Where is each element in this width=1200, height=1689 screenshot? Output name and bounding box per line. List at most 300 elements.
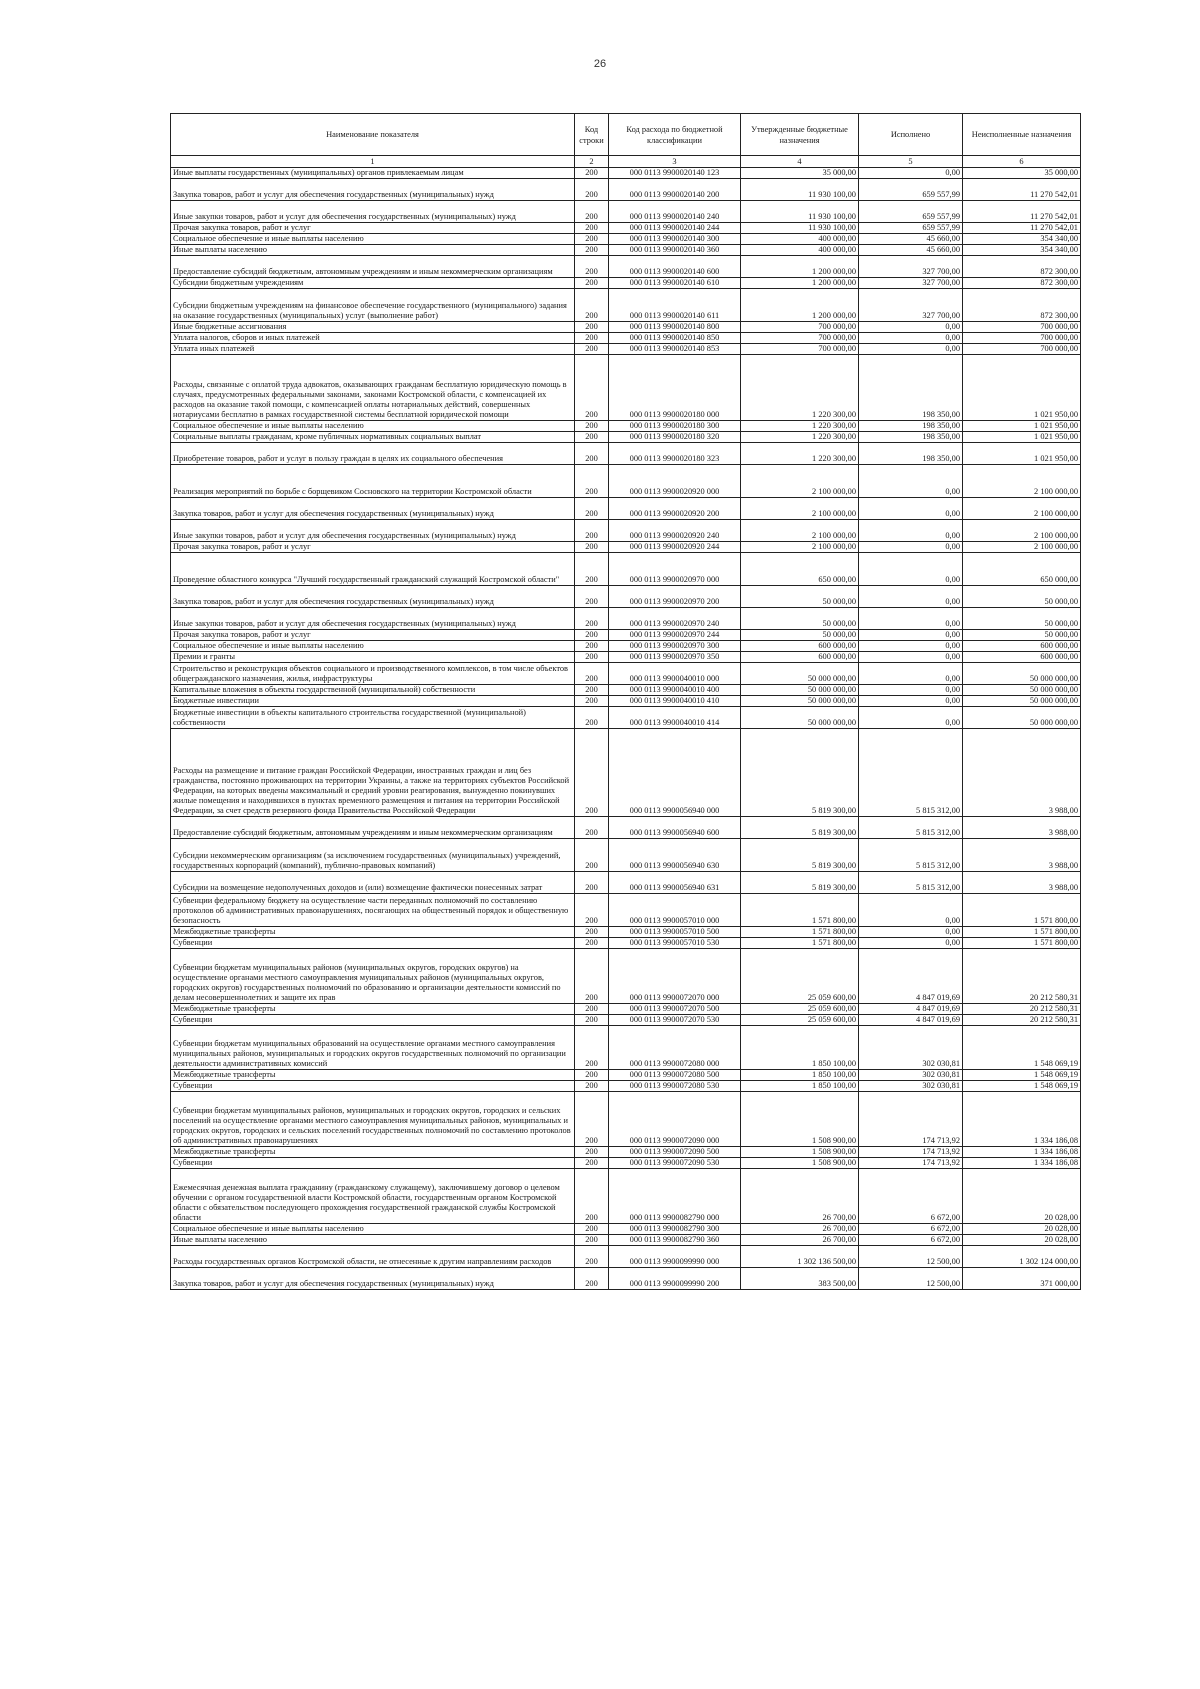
- row-unexecuted: 1 334 186,08: [963, 1147, 1081, 1158]
- table-row: [171, 344, 1081, 355]
- table-row: [171, 520, 1081, 542]
- row-name: Предоставление субсидий бюджетным, автономным учреждениям и иным некоммерческим организациям: [171, 256, 575, 278]
- row-classification-code: 000 0113 9900020140 244: [609, 223, 741, 234]
- table-row: [171, 894, 1081, 927]
- row-name: Субвенции: [171, 1081, 575, 1092]
- header-row: [171, 114, 1081, 156]
- row-name: Социальное обеспечение и иные выплаты населению: [171, 1224, 575, 1235]
- row-name: Социальное обеспечение и иные выплаты населению: [171, 421, 575, 432]
- table-row: [171, 630, 1081, 641]
- table-row: [171, 949, 1081, 1004]
- row-unexecuted: 50 000 000,00: [963, 707, 1081, 729]
- row-line-code: 200: [575, 630, 609, 641]
- row-executed: 198 350,00: [859, 432, 963, 443]
- row-line-code: 200: [575, 685, 609, 696]
- row-executed: 659 557,99: [859, 179, 963, 201]
- row-unexecuted: 1 021 950,00: [963, 432, 1081, 443]
- row-classification-code: 000 0113 9900057010 500: [609, 927, 741, 938]
- row-unexecuted: 1 334 186,08: [963, 1158, 1081, 1169]
- row-name: Иные выплаты населению: [171, 1235, 575, 1246]
- row-unexecuted: 11 270 542,01: [963, 223, 1081, 234]
- row-line-code: 200: [575, 1070, 609, 1081]
- table-row: [171, 872, 1081, 894]
- row-executed: 0,00: [859, 498, 963, 520]
- row-executed: 0,00: [859, 707, 963, 729]
- row-name: Расходы на размещение и питание граждан Российской Федерации, иностранных граждан и лиц без гражданства, постоянно проживающих на территории Украины, а также на территориях субъектов Российской Федерации, на которых введены максимальный и средний уровни реагирования, вынужденно покинувших жилые помещения и находившихся в пунктах временного размещения и питания на территории Российской Федерации, за счет средств резервного фонда Правительства Российской Федерации: [171, 729, 575, 817]
- row-unexecuted: 3 988,00: [963, 872, 1081, 894]
- row-name: Проведение областного конкурса "Лучший государственный гражданский служащий Костромской области": [171, 553, 575, 586]
- row-classification-code: 000 0113 9900020140 360: [609, 245, 741, 256]
- row-classification-code: 000 0113 9900020920 000: [609, 465, 741, 498]
- row-classification-code: 000 0113 9900020140 853: [609, 344, 741, 355]
- row-executed: 6 672,00: [859, 1169, 963, 1224]
- row-approved: 50 000 000,00: [741, 696, 859, 707]
- row-classification-code: 000 0113 9900020180 000: [609, 355, 741, 421]
- row-classification-code: 000 0113 9900040010 000: [609, 663, 741, 685]
- row-approved: 5 819 300,00: [741, 839, 859, 872]
- row-executed: 302 030,81: [859, 1070, 963, 1081]
- row-executed: 174 713,92: [859, 1092, 963, 1147]
- row-line-code: 200: [575, 289, 609, 322]
- row-line-code: 200: [575, 333, 609, 344]
- row-name: Иные бюджетные ассигнования: [171, 322, 575, 333]
- row-name: Субвенции бюджетам муниципальных районов (муниципальных округов, городских округов) на осуществление органами местного самоуправления муниципальных районов (муниципальных округов, городских округов) государственных полномочий по образованию и организации деятельности комиссий по делам несовершеннолетних и защите их прав: [171, 949, 575, 1004]
- row-unexecuted: 2 100 000,00: [963, 520, 1081, 542]
- row-classification-code: 000 0113 9900057010 000: [609, 894, 741, 927]
- row-classification-code: 000 0113 9900072090 000: [609, 1092, 741, 1147]
- row-name: Иные выплаты населению: [171, 245, 575, 256]
- row-unexecuted: 1 021 950,00: [963, 421, 1081, 432]
- table-row: [171, 179, 1081, 201]
- row-line-code: 200: [575, 641, 609, 652]
- table-row: [171, 1070, 1081, 1081]
- row-name: Иные закупки товаров, работ и услуг для обеспечения государственных (муниципальных) нужд: [171, 608, 575, 630]
- row-executed: 5 815 312,00: [859, 872, 963, 894]
- row-classification-code: 000 0113 9900020140 610: [609, 278, 741, 289]
- row-approved: 600 000,00: [741, 652, 859, 663]
- row-classification-code: 000 0113 9900020970 200: [609, 586, 741, 608]
- column-number-row: [171, 156, 1081, 168]
- row-approved: 1 571 800,00: [741, 894, 859, 927]
- row-unexecuted: 50 000 000,00: [963, 696, 1081, 707]
- row-approved: 1 508 900,00: [741, 1158, 859, 1169]
- row-unexecuted: 1 548 069,19: [963, 1081, 1081, 1092]
- row-executed: 5 815 312,00: [859, 839, 963, 872]
- row-name: Субвенции бюджетам муниципальных районов, муниципальных и городских округов, городских и сельских поселений на осуществление органами местного самоуправления муниципальных районов, муниципальных и городских округов, городских и сельских поселений государственных полномочий по составлению протоколов об административных правонарушениях: [171, 1092, 575, 1147]
- header-classification-code: Код расхода по бюджетной классификации: [609, 114, 741, 156]
- row-approved: 25 059 600,00: [741, 1004, 859, 1015]
- row-classification-code: 000 0113 9900020970 350: [609, 652, 741, 663]
- row-line-code: 200: [575, 256, 609, 278]
- row-line-code: 200: [575, 729, 609, 817]
- row-approved: 2 100 000,00: [741, 498, 859, 520]
- table-row: [171, 685, 1081, 696]
- row-line-code: 200: [575, 663, 609, 685]
- row-unexecuted: 20 212 580,31: [963, 1015, 1081, 1026]
- row-line-code: 200: [575, 894, 609, 927]
- row-executed: 4 847 019,69: [859, 949, 963, 1004]
- row-executed: 0,00: [859, 630, 963, 641]
- row-unexecuted: 600 000,00: [963, 641, 1081, 652]
- row-classification-code: 000 0113 9900072080 000: [609, 1026, 741, 1070]
- row-approved: 700 000,00: [741, 333, 859, 344]
- row-executed: 4 847 019,69: [859, 1015, 963, 1026]
- row-name: Субсидии бюджетным учреждениям: [171, 278, 575, 289]
- row-approved: 50 000,00: [741, 608, 859, 630]
- row-unexecuted: 1 548 069,19: [963, 1070, 1081, 1081]
- row-approved: 26 700,00: [741, 1169, 859, 1224]
- row-line-code: 200: [575, 223, 609, 234]
- row-approved: 1 200 000,00: [741, 256, 859, 278]
- row-executed: 0,00: [859, 344, 963, 355]
- row-executed: 198 350,00: [859, 355, 963, 421]
- row-executed: 0,00: [859, 333, 963, 344]
- row-line-code: 200: [575, 696, 609, 707]
- column-number: 6: [963, 156, 1081, 168]
- row-unexecuted: 3 988,00: [963, 729, 1081, 817]
- row-name: Закупка товаров, работ и услуг для обеспечения государственных (муниципальных) нужд: [171, 498, 575, 520]
- row-executed: 327 700,00: [859, 256, 963, 278]
- row-unexecuted: 1 548 069,19: [963, 1026, 1081, 1070]
- row-classification-code: 000 0113 9900072090 530: [609, 1158, 741, 1169]
- table-row: [171, 333, 1081, 344]
- row-classification-code: 000 0113 9900020970 244: [609, 630, 741, 641]
- table-row: [171, 245, 1081, 256]
- row-name: Субвенции федеральному бюджету на осуществление части переданных полномочий по составлению протоколов об административных правонарушениях, посягающих на общественный порядок и общественную безопасность: [171, 894, 575, 927]
- row-unexecuted: 872 300,00: [963, 278, 1081, 289]
- table-row: [171, 421, 1081, 432]
- row-line-code: 200: [575, 498, 609, 520]
- row-executed: 0,00: [859, 663, 963, 685]
- row-line-code: 200: [575, 1235, 609, 1246]
- row-approved: 5 819 300,00: [741, 729, 859, 817]
- row-approved: 1 850 100,00: [741, 1081, 859, 1092]
- row-line-code: 200: [575, 1092, 609, 1147]
- row-line-code: 200: [575, 278, 609, 289]
- row-name: Субвенции: [171, 1015, 575, 1026]
- row-executed: 6 672,00: [859, 1224, 963, 1235]
- row-executed: 0,00: [859, 322, 963, 333]
- row-line-code: 200: [575, 344, 609, 355]
- row-executed: 0,00: [859, 542, 963, 553]
- row-line-code: 200: [575, 245, 609, 256]
- column-number: 2: [575, 156, 609, 168]
- row-classification-code: 000 0113 9900020180 320: [609, 432, 741, 443]
- row-approved: 25 059 600,00: [741, 949, 859, 1004]
- row-executed: 0,00: [859, 520, 963, 542]
- table-row: [171, 817, 1081, 839]
- row-line-code: 200: [575, 1004, 609, 1015]
- row-unexecuted: 1 571 800,00: [963, 938, 1081, 949]
- row-executed: 0,00: [859, 465, 963, 498]
- row-line-code: 200: [575, 443, 609, 465]
- row-approved: 1 200 000,00: [741, 278, 859, 289]
- row-approved: 600 000,00: [741, 641, 859, 652]
- row-unexecuted: 20 028,00: [963, 1224, 1081, 1235]
- row-executed: 0,00: [859, 641, 963, 652]
- row-executed: 6 672,00: [859, 1235, 963, 1246]
- row-unexecuted: 2 100 000,00: [963, 542, 1081, 553]
- row-classification-code: 000 0113 9900020920 240: [609, 520, 741, 542]
- row-classification-code: 000 0113 9900082790 000: [609, 1169, 741, 1224]
- row-line-code: 200: [575, 1158, 609, 1169]
- table-row: [171, 652, 1081, 663]
- row-approved: 1 508 900,00: [741, 1092, 859, 1147]
- row-unexecuted: 354 340,00: [963, 245, 1081, 256]
- row-unexecuted: 3 988,00: [963, 817, 1081, 839]
- row-classification-code: 000 0113 9900020180 300: [609, 421, 741, 432]
- column-number: 4: [741, 156, 859, 168]
- row-executed: 4 847 019,69: [859, 1004, 963, 1015]
- row-line-code: 200: [575, 355, 609, 421]
- row-approved: 1 508 900,00: [741, 1147, 859, 1158]
- table-row: [171, 256, 1081, 278]
- row-classification-code: 000 0113 9900072090 500: [609, 1147, 741, 1158]
- column-number: 5: [859, 156, 963, 168]
- row-name: Ежемесячная денежная выплата гражданину (гражданскому служащему), заключившему договор о целевом обучении с органом государственной власти Костромской области, государственным органом Костромской области с обязательством последующего прохождения государственной гражданской службы Костромской области: [171, 1169, 575, 1224]
- row-executed: 0,00: [859, 586, 963, 608]
- table-row: [171, 542, 1081, 553]
- row-unexecuted: 1 021 950,00: [963, 355, 1081, 421]
- row-executed: 5 815 312,00: [859, 817, 963, 839]
- row-classification-code: 000 0113 9900020140 200: [609, 179, 741, 201]
- row-unexecuted: 11 270 542,01: [963, 179, 1081, 201]
- row-executed: 327 700,00: [859, 289, 963, 322]
- row-name: Расходы государственных органов Костромской области, не отнесенные к другим направлениям расходов: [171, 1246, 575, 1268]
- row-name: Иные выплаты государственных (муниципальных) органов привлекаемым лицам: [171, 168, 575, 179]
- row-name: Уплата иных платежей: [171, 344, 575, 355]
- table-row: [171, 663, 1081, 685]
- row-executed: 198 350,00: [859, 421, 963, 432]
- row-approved: 383 500,00: [741, 1268, 859, 1290]
- row-approved: 1 220 300,00: [741, 355, 859, 421]
- page-number: 26: [593, 58, 607, 70]
- row-name: Бюджетные инвестиции: [171, 696, 575, 707]
- row-executed: 327 700,00: [859, 278, 963, 289]
- table-row: [171, 1235, 1081, 1246]
- row-approved: 50 000 000,00: [741, 685, 859, 696]
- row-line-code: 200: [575, 1026, 609, 1070]
- row-unexecuted: 2 100 000,00: [963, 498, 1081, 520]
- row-approved: 26 700,00: [741, 1224, 859, 1235]
- row-name: Иные закупки товаров, работ и услуг для обеспечения государственных (муниципальных) нужд: [171, 520, 575, 542]
- row-name: Реализация мероприятий по борьбе с борщевиком Сосновского на территории Костромской области: [171, 465, 575, 498]
- row-line-code: 200: [575, 949, 609, 1004]
- table-row: [171, 201, 1081, 223]
- row-approved: 1 850 100,00: [741, 1026, 859, 1070]
- row-executed: 0,00: [859, 696, 963, 707]
- table-body: [171, 168, 1081, 1290]
- table-row: [171, 696, 1081, 707]
- row-classification-code: 000 0113 9900072080 530: [609, 1081, 741, 1092]
- table-row: [171, 927, 1081, 938]
- row-unexecuted: 1 571 800,00: [963, 894, 1081, 927]
- row-line-code: 200: [575, 817, 609, 839]
- row-classification-code: 000 0113 9900020970 000: [609, 553, 741, 586]
- row-name: Социальное обеспечение и иные выплаты населению: [171, 234, 575, 245]
- table-row: [171, 839, 1081, 872]
- row-unexecuted: 600 000,00: [963, 652, 1081, 663]
- row-classification-code: 000 0113 9900020140 850: [609, 333, 741, 344]
- row-name: Предоставление субсидий бюджетным, автономным учреждениям и иным некоммерческим организациям: [171, 817, 575, 839]
- table-row: [171, 465, 1081, 498]
- row-classification-code: 000 0113 9900020140 240: [609, 201, 741, 223]
- row-executed: 0,00: [859, 652, 963, 663]
- row-executed: 12 500,00: [859, 1246, 963, 1268]
- row-line-code: 200: [575, 1169, 609, 1224]
- row-executed: 0,00: [859, 553, 963, 586]
- row-approved: 700 000,00: [741, 344, 859, 355]
- row-name: Расходы, связанные с оплатой труда адвокатов, оказывающих гражданам бесплатную юридическую помощь в случаях, предусмотренных федеральными законами, законами Костромской области, с компенсацией их расходов на оказание такой помощи, с компенсацией оплаты нотариальных действий, совершенных нотариусами бесплатно в рамках государственной системы бесплатной юридической помощи: [171, 355, 575, 421]
- row-name: Прочая закупка товаров, работ и услуг: [171, 630, 575, 641]
- row-unexecuted: 20 028,00: [963, 1235, 1081, 1246]
- row-executed: 0,00: [859, 927, 963, 938]
- row-unexecuted: 700 000,00: [963, 344, 1081, 355]
- row-line-code: 200: [575, 201, 609, 223]
- row-line-code: 200: [575, 1081, 609, 1092]
- row-name: Закупка товаров, работ и услуг для обеспечения государственных (муниципальных) нужд: [171, 179, 575, 201]
- row-unexecuted: 1 571 800,00: [963, 927, 1081, 938]
- row-classification-code: 000 0113 9900040010 414: [609, 707, 741, 729]
- table-row: [171, 278, 1081, 289]
- row-executed: 12 500,00: [859, 1268, 963, 1290]
- row-classification-code: 000 0113 9900072070 500: [609, 1004, 741, 1015]
- table-row: [171, 322, 1081, 333]
- row-approved: 700 000,00: [741, 322, 859, 333]
- row-unexecuted: 1 334 186,08: [963, 1092, 1081, 1147]
- row-approved: 50 000,00: [741, 630, 859, 641]
- row-executed: 0,00: [859, 938, 963, 949]
- row-executed: 45 660,00: [859, 234, 963, 245]
- row-name: Уплата налогов, сборов и иных платежей: [171, 333, 575, 344]
- row-name: Бюджетные инвестиции в объекты капитального строительства государственной (муниципальной) собственности: [171, 707, 575, 729]
- table-row: [171, 641, 1081, 652]
- table-row: [171, 1004, 1081, 1015]
- row-approved: 1 571 800,00: [741, 938, 859, 949]
- row-executed: 0,00: [859, 168, 963, 179]
- row-executed: 0,00: [859, 685, 963, 696]
- row-name: Субвенции: [171, 938, 575, 949]
- row-approved: 650 000,00: [741, 553, 859, 586]
- row-name: Закупка товаров, работ и услуг для обеспечения государственных (муниципальных) нужд: [171, 586, 575, 608]
- row-classification-code: 000 0113 9900040010 400: [609, 685, 741, 696]
- table-row: [171, 1081, 1081, 1092]
- row-line-code: 200: [575, 421, 609, 432]
- row-name: Субсидии некоммерческим организациям (за исключением государственных (муниципальных) учреждений, государственных корпораций (компаний), публично-правовых компаний): [171, 839, 575, 872]
- table-row: [171, 234, 1081, 245]
- row-classification-code: 000 0113 9900020140 600: [609, 256, 741, 278]
- header-line-code: Код строки: [575, 114, 609, 156]
- row-approved: 2 100 000,00: [741, 465, 859, 498]
- table-row: [171, 1268, 1081, 1290]
- header-indicator-name: Наименование показателя: [171, 114, 575, 156]
- header-approved: Утвержденные бюджетные назначения: [741, 114, 859, 156]
- row-classification-code: 000 0113 9900099990 200: [609, 1268, 741, 1290]
- column-number: 1: [171, 156, 575, 168]
- table-row: [171, 553, 1081, 586]
- row-unexecuted: 354 340,00: [963, 234, 1081, 245]
- row-classification-code: 000 0113 9900072070 530: [609, 1015, 741, 1026]
- table-row: [171, 443, 1081, 465]
- row-unexecuted: 20 212 580,31: [963, 949, 1081, 1004]
- row-executed: 174 713,92: [859, 1158, 963, 1169]
- row-approved: 1 302 136 500,00: [741, 1246, 859, 1268]
- row-unexecuted: 50 000 000,00: [963, 663, 1081, 685]
- row-classification-code: 000 0113 9900020140 611: [609, 289, 741, 322]
- row-line-code: 200: [575, 465, 609, 498]
- table-row: [171, 586, 1081, 608]
- row-unexecuted: 20 212 580,31: [963, 1004, 1081, 1015]
- row-classification-code: 000 0113 9900020140 300: [609, 234, 741, 245]
- row-name: Субвенции бюджетам муниципальных образований на осуществление органами местного самоуправления муниципальных районов, муниципальных и городских округов государственных полномочий по организации деятельности административных комиссий: [171, 1026, 575, 1070]
- row-approved: 50 000 000,00: [741, 663, 859, 685]
- row-line-code: 200: [575, 1224, 609, 1235]
- row-line-code: 200: [575, 652, 609, 663]
- row-line-code: 200: [575, 432, 609, 443]
- table-row: [171, 1246, 1081, 1268]
- row-name: Межбюджетные трансферты: [171, 1147, 575, 1158]
- row-classification-code: 000 0113 9900020970 240: [609, 608, 741, 630]
- table-row: [171, 289, 1081, 322]
- row-executed: 5 815 312,00: [859, 729, 963, 817]
- row-name: Премии и гранты: [171, 652, 575, 663]
- row-line-code: 200: [575, 872, 609, 894]
- row-line-code: 200: [575, 1268, 609, 1290]
- row-unexecuted: 50 000,00: [963, 630, 1081, 641]
- table-row: [171, 1026, 1081, 1070]
- row-classification-code: 000 0113 9900056940 600: [609, 817, 741, 839]
- table-row: [171, 168, 1081, 179]
- row-line-code: 200: [575, 1246, 609, 1268]
- row-approved: 1 220 300,00: [741, 421, 859, 432]
- table-row: [171, 608, 1081, 630]
- table-row: [171, 707, 1081, 729]
- row-approved: 35 000,00: [741, 168, 859, 179]
- row-name: Субсидии бюджетным учреждениям на финансовое обеспечение государственного (муниципального) задания на оказание государственных (муниципальных) услуг (выполнение работ): [171, 289, 575, 322]
- row-unexecuted: 1 021 950,00: [963, 443, 1081, 465]
- row-executed: 0,00: [859, 608, 963, 630]
- row-classification-code: 000 0113 9900072080 500: [609, 1070, 741, 1081]
- row-classification-code: 000 0113 9900020140 800: [609, 322, 741, 333]
- row-name: Межбюджетные трансферты: [171, 1070, 575, 1081]
- row-executed: 659 557,99: [859, 223, 963, 234]
- row-unexecuted: 371 000,00: [963, 1268, 1081, 1290]
- row-approved: 5 819 300,00: [741, 872, 859, 894]
- row-name: Межбюджетные трансферты: [171, 1004, 575, 1015]
- row-name: Социальное обеспечение и иные выплаты населению: [171, 641, 575, 652]
- row-classification-code: 000 0113 9900056940 000: [609, 729, 741, 817]
- row-line-code: 200: [575, 553, 609, 586]
- row-unexecuted: 35 000,00: [963, 168, 1081, 179]
- row-classification-code: 000 0113 9900056940 631: [609, 872, 741, 894]
- row-unexecuted: 50 000,00: [963, 608, 1081, 630]
- row-line-code: 200: [575, 168, 609, 179]
- row-approved: 50 000 000,00: [741, 707, 859, 729]
- table-row: [171, 432, 1081, 443]
- row-unexecuted: 11 270 542,01: [963, 201, 1081, 223]
- row-approved: 1 571 800,00: [741, 927, 859, 938]
- row-unexecuted: 872 300,00: [963, 256, 1081, 278]
- row-executed: 0,00: [859, 894, 963, 927]
- row-line-code: 200: [575, 234, 609, 245]
- header-executed: Исполнено: [859, 114, 963, 156]
- table-row: [171, 1169, 1081, 1224]
- row-classification-code: 000 0113 9900020180 323: [609, 443, 741, 465]
- row-classification-code: 000 0113 9900056940 630: [609, 839, 741, 872]
- row-line-code: 200: [575, 608, 609, 630]
- row-executed: 174 713,92: [859, 1147, 963, 1158]
- row-unexecuted: 20 028,00: [963, 1169, 1081, 1224]
